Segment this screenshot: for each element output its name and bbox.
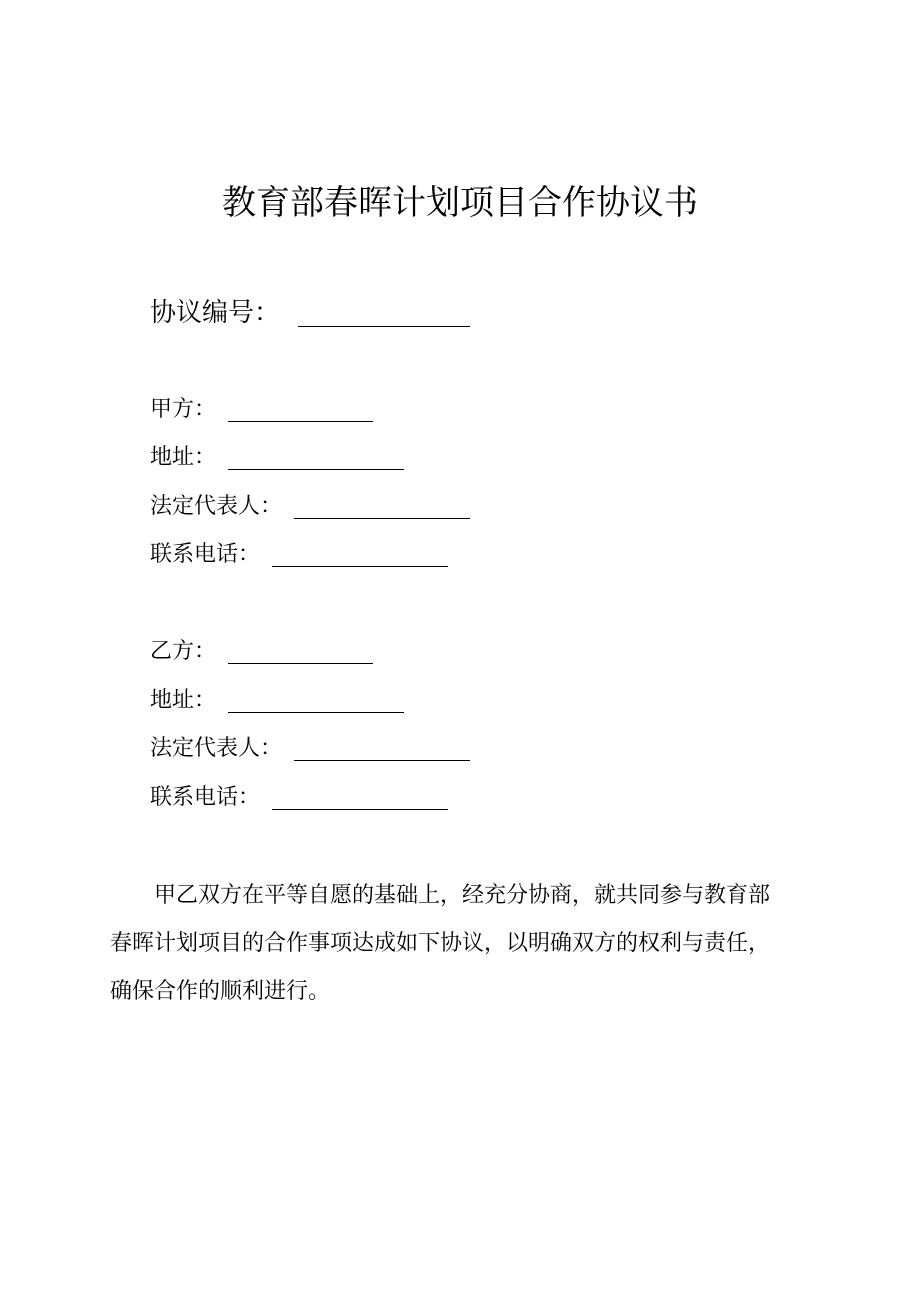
party-a-name-blank xyxy=(228,397,373,422)
party-a-name-field xyxy=(150,395,373,425)
party-b-phone-blank xyxy=(272,785,448,810)
agreement-number-label: 协议编号： xyxy=(150,298,281,328)
party-b-address-blank xyxy=(228,688,404,713)
party-a-representative-field xyxy=(150,492,470,522)
agreement-number-blank xyxy=(298,302,470,327)
party-a-representative-blank xyxy=(294,494,470,519)
party-a-representative-label: 法定代表人： xyxy=(150,494,283,519)
document-title: 教育部春晖计划项目合作协议书 xyxy=(222,183,698,223)
intro-line: 确保合作的顺利进行。 xyxy=(110,979,331,1004)
party-b-address-field xyxy=(150,686,404,716)
party-b-name-blank xyxy=(228,639,373,664)
party-a-name-label: 甲方： xyxy=(150,397,217,422)
party-b-name-field xyxy=(150,637,373,667)
intro-line: 春晖计划项目的合作事项达成如下协议，以明确双方的权利与责任， xyxy=(110,931,771,956)
party-b-phone-field xyxy=(150,783,448,813)
party-a-phone-label: 联系电话： xyxy=(150,542,261,567)
party-a-phone-blank xyxy=(272,542,448,567)
party-b-representative-blank xyxy=(294,736,470,761)
party-a-phone-field xyxy=(150,540,448,570)
agreement-number-field xyxy=(150,296,470,330)
party-b-phone-label: 联系电话： xyxy=(150,785,261,810)
party-a-address-field xyxy=(150,443,404,473)
intro-paragraph xyxy=(110,872,810,1016)
party-b-address-label: 地址： xyxy=(150,688,217,713)
intro-line: 甲乙双方在平等自愿的基础上，经充分协商，就共同参与教育部 xyxy=(154,883,771,908)
party-b-representative-field xyxy=(150,734,470,764)
party-b-name-label: 乙方： xyxy=(150,639,217,664)
party-a-address-blank xyxy=(228,445,404,470)
party-b-representative-label: 法定代表人： xyxy=(150,736,283,761)
party-a-address-label: 地址： xyxy=(150,445,217,470)
